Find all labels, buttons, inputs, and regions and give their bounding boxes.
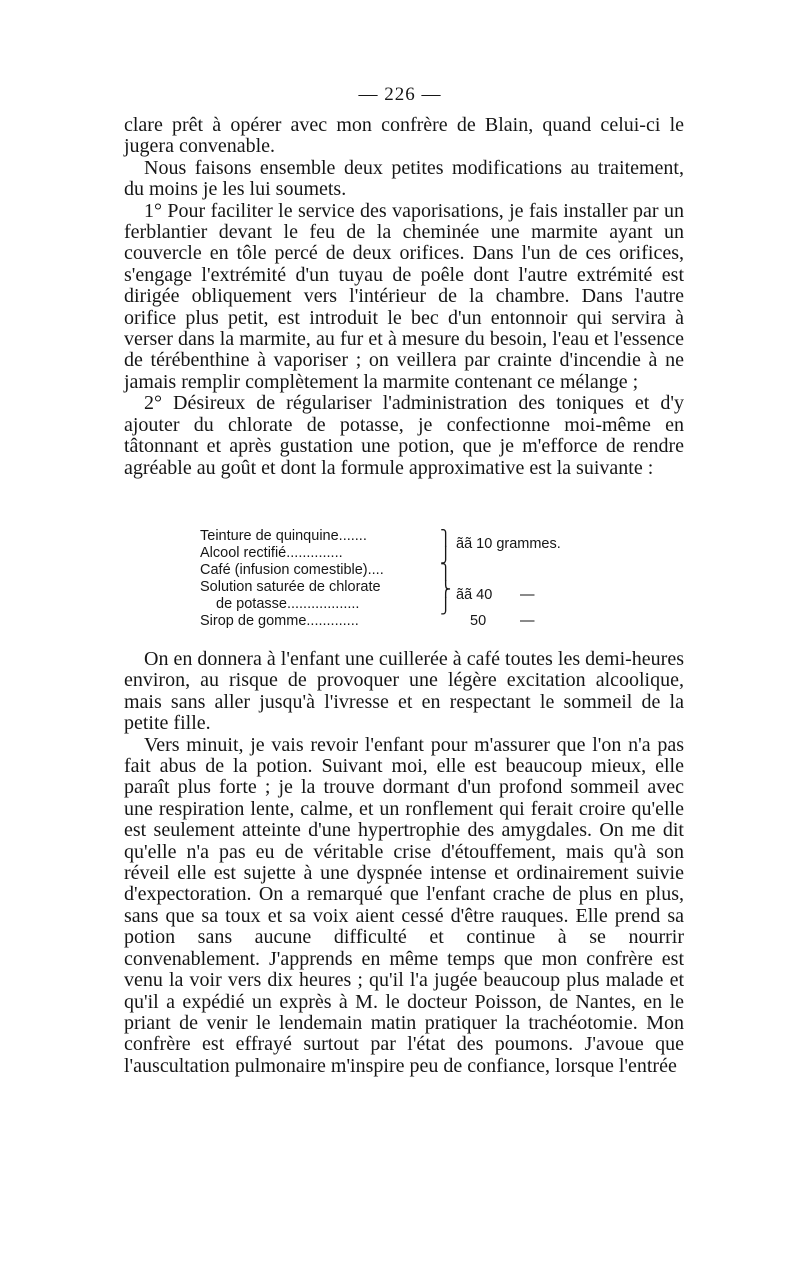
ingredient: Solution saturée de chlorate: [200, 579, 381, 595]
paragraph: Nous faisons ensemble deux petites modifications au traitement, du moins je les lui soumets.: [124, 156, 684, 201]
quantity-group-1: ãã 10 grammes.: [456, 536, 561, 552]
quantity-group-2: ãã 40: [456, 587, 493, 603]
paragraph: Vers minuit, je vais revoir l'enfant pour m'assurer que l'on n'a pas fait abus de la potion. Suivant moi, elle est beaucoup mieux, elle paraît plus forte ; je la trouve dormant d'un profond sommeil avec une respiration lente, calme, et un ronflement qui ferait croire qu'elle est seulement atteinte d'une hypertrophie des amygdales. On me dit qu'elle n'a pas eu de véritable crise d'étouffement, mais qu'à son réveil elle est sujette à une dyspnée intense et ordinairement suivie d'expectoration. On a remarqué que l'enfant crache de plus en plus, sans que sa toux et sa voix aient cessé d'être rauques. Elle prend sa potion sans aucune difficulté et continue à se nourrir convenablement. J'apprends en même temps que mon confrère est venu la voir vers dix heures ; qu'il l'a jugée beaucoup plus malade et qu'il a expédié un exprès à M. le docteur Poisson, de Nantes, en le priant de venir le lendemain matin pratiquer la trachéotomie. Mon confrère est effrayé surtout par l'état des poumons. J'avoue que l'auscultation pulmonaire m'inspire peu de confiance, lorsque l'entrée: [124, 733, 684, 1077]
page-number: — 226 —: [358, 84, 442, 105]
brace-mark: ⎫ ⎬ ⎭: [440, 564, 452, 615]
paragraph: clare prêt à opérer avec mon confrère de Blain, quand celui-ci le jugera convenable.: [124, 114, 684, 158]
ingredient: Café (infusion comestible)....: [200, 562, 384, 578]
text-block-top: [124, 115, 684, 479]
brace-mark: ⎫ ⎭: [440, 530, 452, 564]
text-block-bottom: [124, 649, 684, 1077]
ingredient: Alcool rectifié..............: [200, 545, 343, 561]
ingredient: Teinture de quinquine.......: [200, 528, 367, 544]
quantity-unit: —: [520, 613, 535, 629]
paragraph: 1° Pour faciliter le service des vaporisations, je fais installer par un ferblantier devant le feu de la cheminée une marmite ayant un couvercle en tôle percé de deux orifices. Dans l'un de ces orifices, s'engage l'extrémité d'un tuyau de poêle dont l'autre extrémité est dirigée obliquement vers l'intérieur de la chambre. Dans l'autre orifice plus petit, est introduit le bec d'un entonnoir qui servira à verser dans la marmite, au fur et à mesure du besoin, l'eau et l'essence de térébenthine à vaporiser ; on veillera par crainte d'incendie à ne jamais remplir complètement la marmite contenant ce mélange ;: [124, 199, 684, 393]
ingredient: de potasse..................: [216, 596, 360, 612]
paragraph: 2° Désireux de régulariser l'administration des toniques et d'y ajouter du chlorate de potasse, je confectionne moi-même en tâtonnant et après gustation une potion, que je m'efforce de rendre agréable au goût et dont la formule approximative est la suivante :: [124, 392, 684, 479]
quantity-unit: —: [520, 587, 535, 603]
ingredient-list: [200, 528, 440, 630]
quantity-sirop: 50: [470, 613, 487, 629]
paragraph: On en donnera à l'enfant une cuillerée à café toutes les demi-heures environ, au risque de provoquer une légère excitation alcoolique, mais sans aller jusqu'à l'ivresse et en respectant le sommeil de la petite fille.: [124, 648, 684, 735]
ingredient: Sirop de gomme.............: [200, 613, 359, 629]
